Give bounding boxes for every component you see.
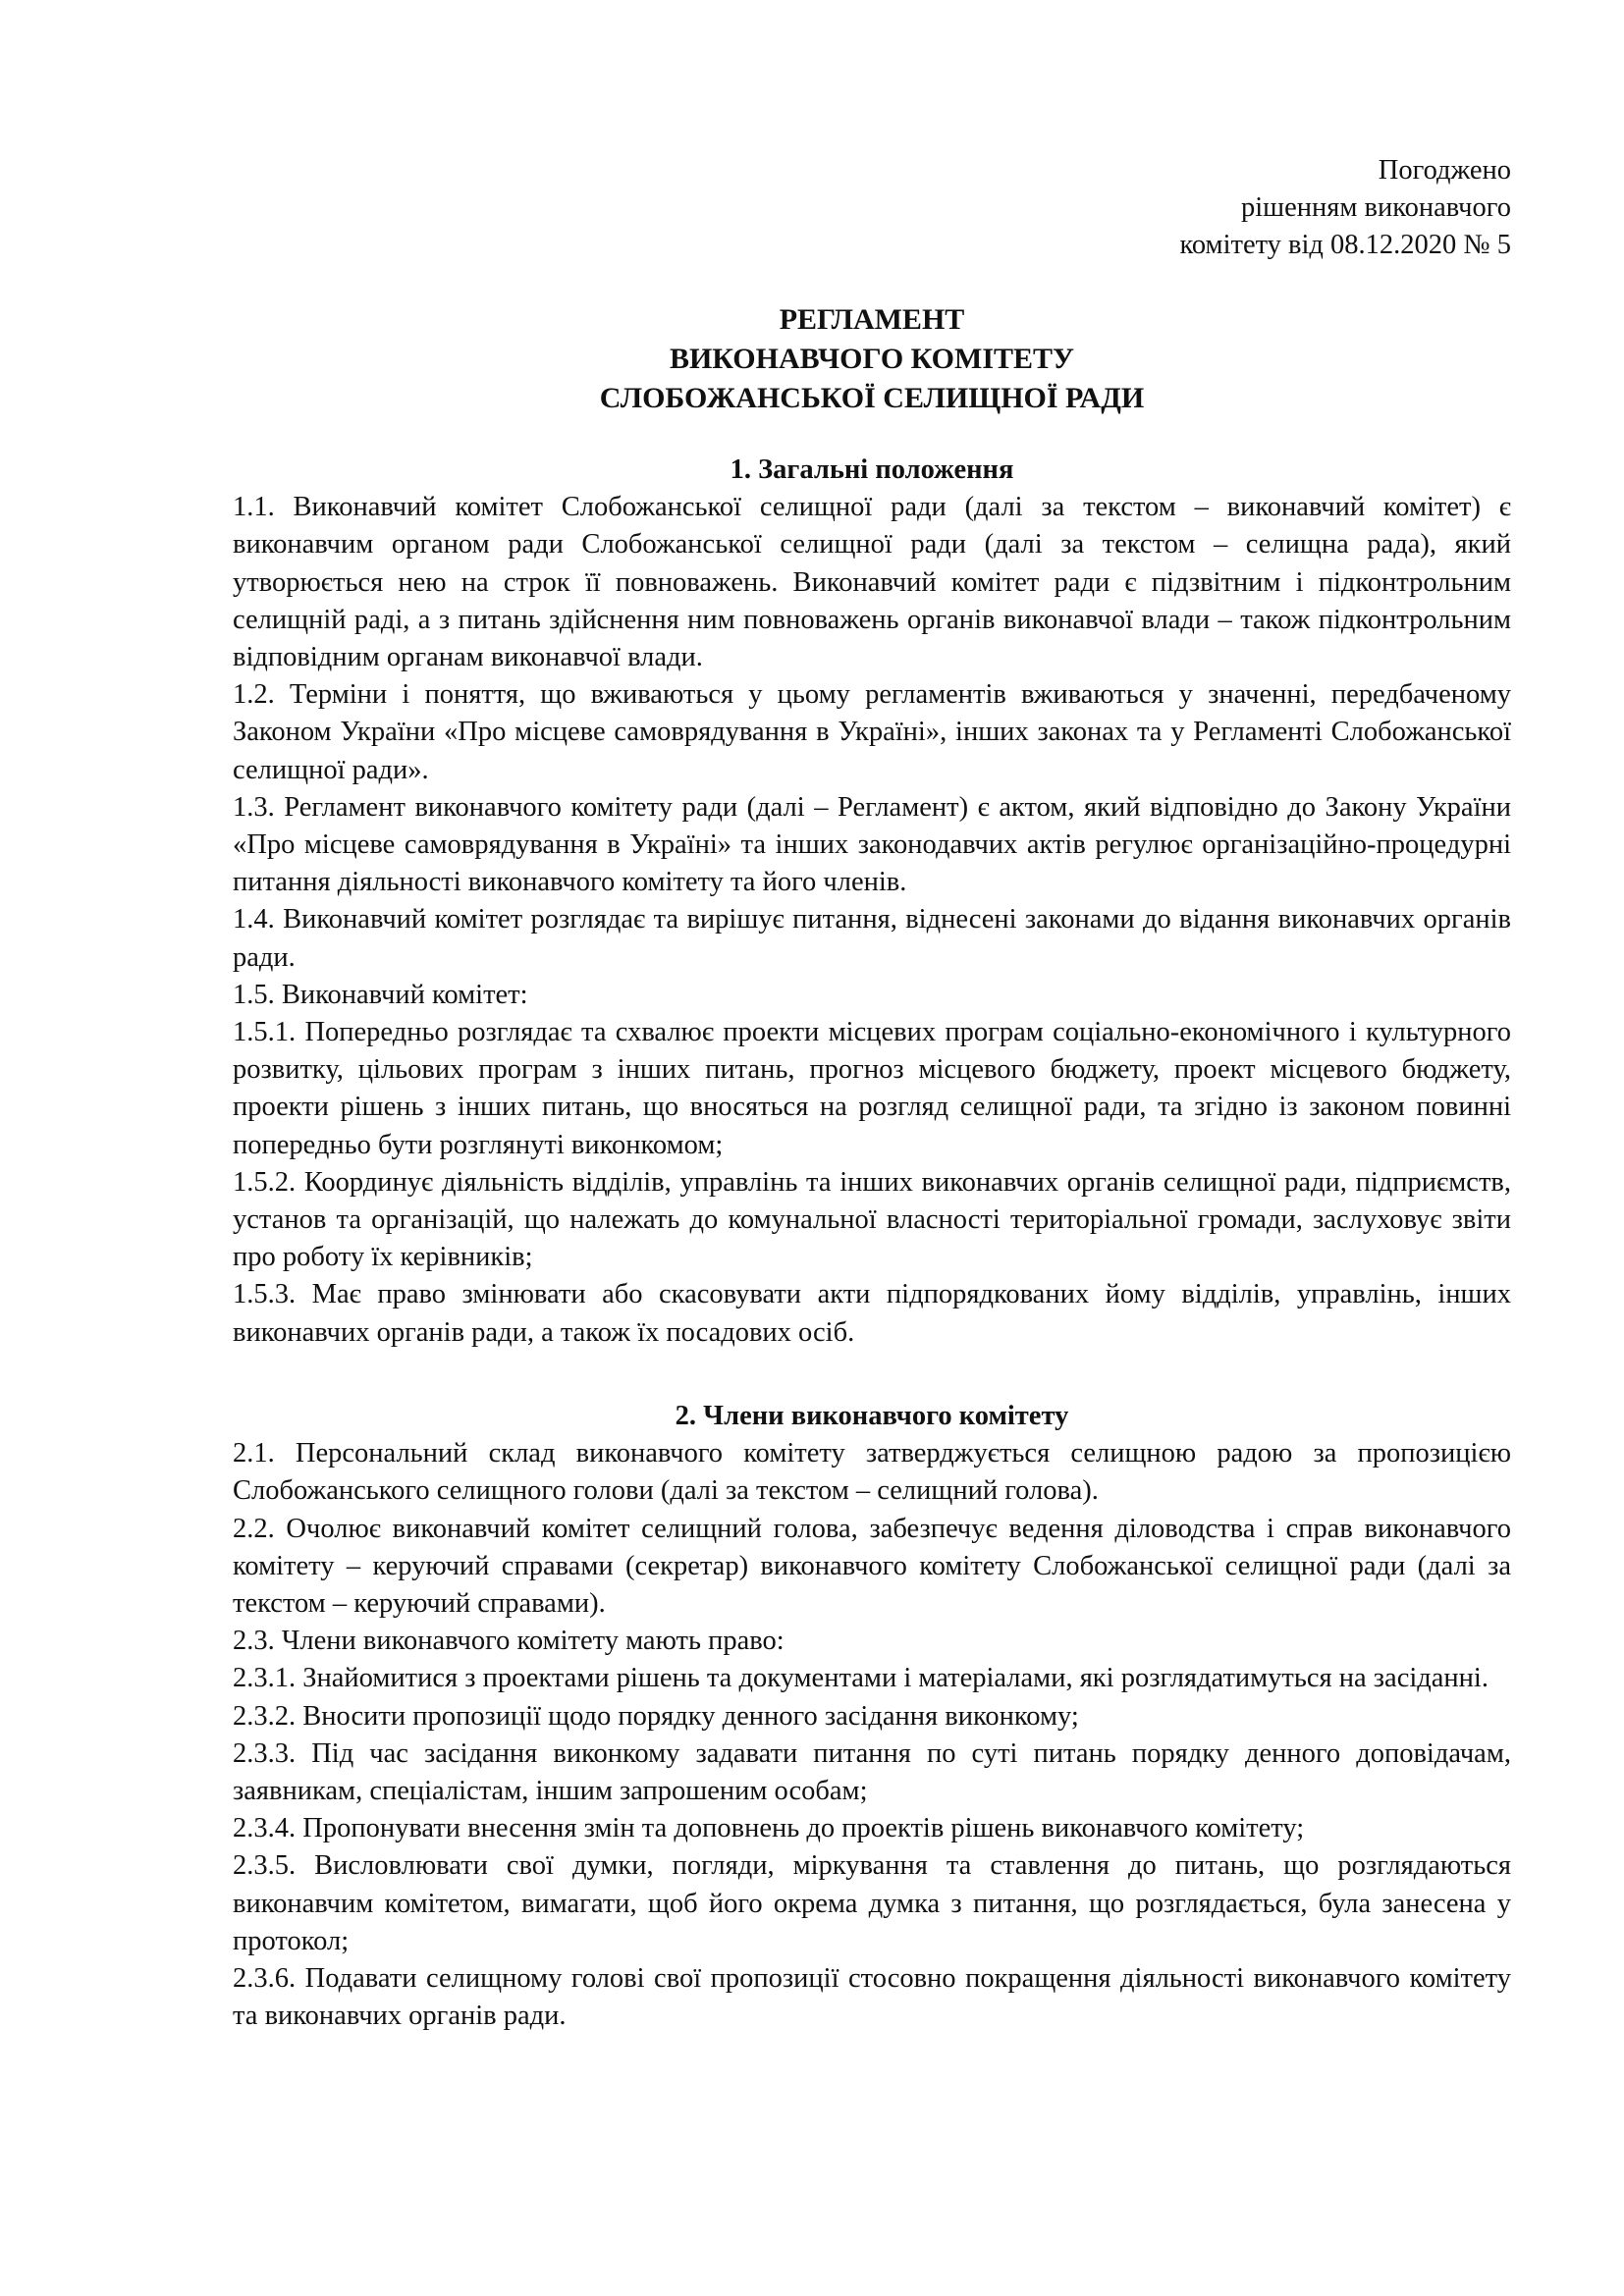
section-committee-members xyxy=(233,1398,1511,2035)
paragraph-2-1: 2.1. Персональний склад виконавчого комітету затверджується селищною радою за пропозицією Слобожанського селищного голови (далі за текстом – селищний голова). xyxy=(233,1438,1511,1507)
approval-line-2: рішенням виконавчого xyxy=(1241,192,1511,224)
paragraph-1-3: 1.3. Регламент виконавчого комітету ради (далі – Регламент) є актом, який відповідно до Закону України «Про місцеве самоврядування в Україні» та інших законодавчих актів регулює організаційно-процедурні питання діяльності виконавчого комітету та його членів. xyxy=(233,791,1511,898)
paragraph-1-1: 1.1. Виконавчий комітет Слобожанської селищної ради (далі за текстом – виконавчий комітет) є виконавчим органом ради Слобожанської селищної ради (далі за текстом – селищна рада), який утворюється нею на строк її повноважень. Виконавчий комітет ради є підзвітним і підконтрольним селищній раді, а з питань здійснення ним повноважень органів виконавчої влади – також підконтрольним відповідним органам виконавчої влади. xyxy=(233,492,1511,673)
document-page xyxy=(233,0,1511,2296)
title-line-2: ВИКОНАВЧОГО КОМІТЕТУ xyxy=(669,343,1075,375)
approval-line-3: комітету від 08.12.2020 № 5 xyxy=(1179,230,1511,261)
approval-line-1: Погоджено xyxy=(1378,155,1511,186)
paragraph-2-3-3: 2.3.3. Під час засідання виконкому задавати питання по суті питань порядку денного доповідачам, заявникам, спеціалістам, іншим запрошеним особам; xyxy=(233,1737,1511,1807)
section-general-provisions xyxy=(233,452,1511,1352)
paragraph-1-5-2: 1.5.2. Координує діяльність відділів, управлінь та інших виконавчих органів селищної ради, підприємств, установ та організацій, що належать до комунальної власності територіальної громади, заслуховує звіти про роботу їх керівників; xyxy=(233,1166,1511,1273)
section-heading: 1. Загальні положення xyxy=(730,454,1014,485)
paragraph-2-3-6: 2.3.6. Подавати селищному голові свої пропозиції стосовно покращення діяльності виконавчого комітету та виконавчих органів ради. xyxy=(233,1963,1511,2032)
paragraph-2-3: 2.3. Члени виконавчого комітету мають право: xyxy=(233,1626,785,1657)
section-heading: 2. Члени виконавчого комітету xyxy=(675,1401,1069,1431)
paragraph-2-3-2: 2.3.2. Вносити пропозиції щодо порядку денного засідання виконкому; xyxy=(233,1700,1079,1732)
paragraph-2-2: 2.2. Очолює виконавчий комітет селищний голова, забезпечує ведення діловодства і справ виконавчого комітету – керуючий справами (секретар) виконавчого комітету Слобожанської селищної ради (далі за текстом – керуючий справами). xyxy=(233,1513,1511,1620)
paragraph-2-3-5: 2.3.5. Висловлювати свої думки, погляди, міркування та ставлення до питань, що розглядаються виконавчим комітетом, вимагати, щоб його окрема думка з питання, що розглядається, була занесена у протокол; xyxy=(233,1850,1511,1956)
paragraph-1-5-3: 1.5.3. Має право змінювати або скасовувати акти підпорядкованих йому відділів, управлінь, інших виконавчих органів ради, а також їх посадових осіб. xyxy=(233,1279,1511,1348)
paragraph-1-5-1: 1.5.1. Попередньо розглядає та схвалює проекти місцевих програм соціально-економічного і культурного розвитку, цільових програм з інших питань, прогноз місцевого бюджету, проект місцевого бюджету, проекти рішень з інших питань, що вносяться на розгляд селищної ради, та згідно із законом повинні попередньо бути розглянуті виконкомом; xyxy=(233,1017,1511,1160)
paragraph-2-3-1: 2.3.1. Знайомитися з проектами рішень та документами і матеріалами, які розглядатимуться на засіданні. xyxy=(233,1663,1489,1694)
document-title xyxy=(233,300,1511,418)
paragraph-1-4: 1.4. Виконавчий комітет розглядає та вирішує питання, віднесені законами до відання виконавчих органів ради. xyxy=(233,904,1511,973)
paragraph-1-2: 1.2. Терміни і поняття, що вживаються у цьому регламентів вживаються у значенні, передбаченому Законом України «Про місцеве самоврядування в Україні», інших законах та у Регламенті Слобожанської селищної ради». xyxy=(233,679,1511,785)
title-line-1: РЕГЛАМЕНТ xyxy=(779,303,965,336)
paragraph-2-3-4: 2.3.4. Пропонувати внесення змін та доповнень до проектів рішень виконавчого комітету; xyxy=(233,1813,1305,1844)
title-line-3: СЛОБОЖАНСЬКОЇ СЕЛИЩНОЇ РАДИ xyxy=(599,382,1145,414)
paragraph-1-5: 1.5. Виконавчий комітет: xyxy=(233,979,528,1010)
approval-block xyxy=(1179,152,1511,265)
